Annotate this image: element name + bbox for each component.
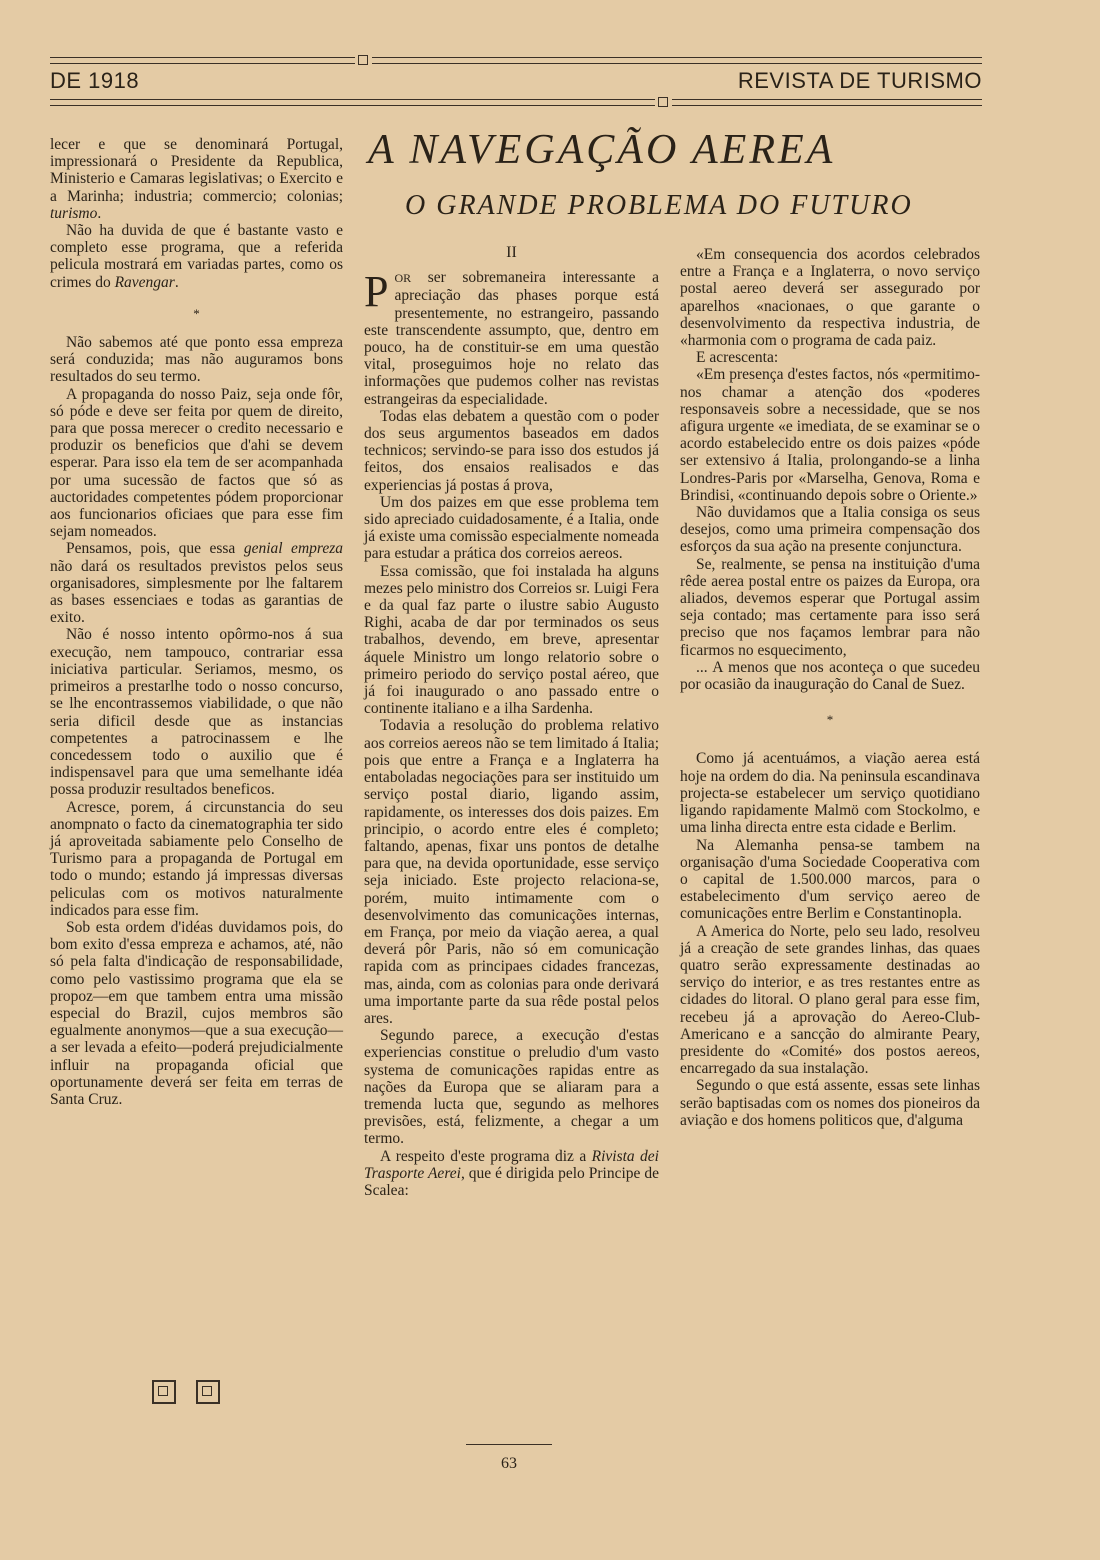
right-column: [680, 246, 980, 1129]
article-subtitle: O GRANDE PROBLEMA DO FUTURO: [405, 190, 913, 221]
right-paragraph-9: A America do Norte, pelo seu lado, resolveu já a creação de sete grandes linhas, das quaes quatro serão expressamente destinadas ao serviço do interior, e as tres restantes entre as cidades do litoral. O plano geral para esse fim, recebeu já a aprovação do Aereo-Club-Americano e a sancção do almirante Peary, presidente do «Comité» dos postos aereos, encarregado da sua instalação.: [680, 922, 980, 1078]
drop-cap: P: [364, 267, 389, 317]
middle-paragraph-6: Segundo parece, a execução d'estas experiencias constitue o preludio d'um vasto systema de comunicações rapidas entre as nações da Europa que se aliaram para a tremenda lucta que, segundo as melhores previsões, está, felizmente, a chegar a um termo.: [364, 1027, 659, 1148]
header-date: DE 1918: [50, 68, 140, 93]
header-magazine-title: REVISTA DE TURISMO: [737, 68, 982, 93]
section-asterisk: *: [193, 305, 200, 321]
section-number: II: [506, 244, 517, 261]
right-paragraph-1: «Em consequencia dos acordos celebrados entre a França e a Inglaterra, o novo serviço postal aereo deverá ser assegurado por aparelhos «nacionaes, o que garante o desenvolvimento da respectiva industria, de «harmonia com o programa de cada paiz.: [680, 246, 980, 350]
left-paragraph-8: Sob esta ordem d'idéas duvidamos pois, do bom exito d'essa empreza e achamos, até, não só pela falta d'indicação de responsabilidade, como pelo vastissimo programa que ela se propoz—em que tambem entra uma missão especial do Brazil, cujos membros são egualmente anonymos—que a sua execução—a ser levada a efeito—poderá prejudicialmente influir na propaganda oficial que oportunamente deverá ser feita em terras de Santa Cruz.: [50, 918, 343, 1108]
right-paragraph-5: Se, realmente, se pensa na instituição d'uma rêde aerea postal entre os paizes da Europa, ora aliados, devemos esperar que Portugal assim seja contado; mas certamente para isso será preciso que nos façamos lembrar para não ficarmos no esquecimento,: [680, 555, 980, 659]
middle-paragraph-3: Um dos paizes em que esse problema tem sido apreciado cuidadosamente, é a Italia, onde já existe uma comissão especialmente nomeada para estudar a prática dos correios aereos.: [364, 493, 659, 563]
top-rule-left: [50, 57, 355, 64]
ornament-square-bottom: [658, 97, 668, 107]
end-ornaments: [152, 1380, 220, 1404]
article-title: A NAVEGAÇÃO AEREA: [368, 127, 836, 173]
bottom-rule-left: [50, 99, 655, 106]
page-number-rule: [466, 1444, 552, 1445]
middle-paragraph-1: POR ser sobremaneira interessante a apreciação das phases porque está presentemente, no estrangeiro, passando este transcendente assumpto, que, dentro em pouco, ha de constituir-se em uma questão vital, proseguimos hoje no relato das informações que pudemos colher nas revistas estrangeiras da especialidade.: [364, 267, 659, 408]
ornament-square-icon: [196, 1380, 220, 1404]
right-paragraph-8: Na Alemanha pensa-se tambem na organisação d'uma Sociedade Cooperativa com o capital de 1.500.000 marcos, para o estabelecimento d'um serviço aereo de comunicações entre Berlim e Constantinopla.: [680, 836, 980, 923]
left-paragraph-2: Não ha duvida de que é bastante vasto e completo esse programa, que a referida pelicula mostrará em variadas partes, como os crimes do Ravengar.: [50, 222, 343, 291]
section-asterisk: *: [826, 712, 834, 728]
left-paragraph-6: Não é nosso intento opôrmo-nos á sua execução, nem tampouco, contrariar essa iniciativa particular. Seriamos, mesmo, os primeiros a prestarlhe todo o nosso concurso, se lhe encontrassemos viabilidade, o que não seria dificil desde que as instancias competentes a patrocinassem e lhe concedessem todo o auxilio que é indispensavel para que uma semelhante idéa possa produzir resultados beneficos.: [50, 626, 343, 799]
middle-paragraph-4: Essa comissão, que foi instalada ha alguns mezes pelo ministro dos Correios sr. Luigi Fera e da qual faz parte o ilustre sabio Augusto Righi, acaba de dar por terminados os seus trabalhos, devendo, em breve, apresentar áquele Ministro um longo relatorio sobre o primeiro periodo do serviço postal aéreo, que já foi inaugurado o ano passado entre o continente italiano e a ilha Sardenha.: [364, 562, 659, 718]
left-paragraph-7: Acresce, porem, á circunstancia do seu anompnato o facto da cinematographia ter sido já aproveitada sabiamente pelo Conselho de Turismo para a propaganda de Portugal em todo o mundo; estando já impressas diversas peliculas com os motivos naturalmente indicados para esse fim.: [50, 798, 343, 919]
top-rule-right: [372, 57, 982, 64]
right-paragraph-4: Não duvidamos que a Italia consiga os seus desejos, como uma primeira compensação dos esforços da sua ação na presente conjunctura.: [680, 504, 980, 556]
ornament-square-icon: [152, 1380, 176, 1404]
middle-paragraph-5: Todavia a resolução do problema relativo aos correios aereos não se tem limitado á Italia; pois que entre a França e a Inglaterra ha entaboladas negociações para ser instituido um serviço postal diario, ligando assim, rapidamente, os interesses dos dois paizes. Em principio, o acordo entre eles é completo; faltando, apenas, fixar uns pontos de detalhe para que, na devida oportunidade, esse serviço seja iniciado. Este projecto relaciona-se, porém, muito intimamente com o desenvolvimento das comunicações internas, em França, por meio da viação aerea, a qual deverá pôr Paris, não só em comunicação rapida com as principaes cidades francezas, mas, ainda, com as colonias para onde derivará uma importante parte da sua rêde postal pelos ares.: [364, 717, 659, 1027]
left-paragraph-1: lecer e que se denominará Portugal, impressionará o Presidente da Republica, Ministerio e Camaras legislativas; o Exercito e a Marinha; industria; commercio; colonias; turismo.: [50, 136, 343, 222]
left-paragraph-3: Não sabemos até que ponto essa empreza será conduzida; mas não auguramos bons resultados do seu termo.: [50, 334, 343, 386]
right-paragraph-6: ... A menos que nos aconteça o que sucedeu por ocasião da inauguração do Canal de Suez.: [680, 658, 980, 694]
right-paragraph-10: Segundo o que está assente, essas sete linhas serão baptisadas com os nomes dos pioneiros da aviação e dos homens politicos que, d'alguma: [680, 1077, 980, 1129]
middle-paragraph-2: Todas elas debatem a questão com o poder dos seus argumentos baseados em dados technicos; servindo-se para isso dos estudos já feitos, dos ensaios realisados e das experiencias já postas á prova,: [364, 407, 659, 494]
page-number: 63: [501, 1455, 517, 1472]
left-paragraph-5: Pensamos, pois, que essa genial empreza não dará os resultados previstos pelos seus organisadores, simplesmente por lhe faltarem as bases essenciaes e todas as garantias de exito.: [50, 540, 343, 627]
bottom-rule-right: [672, 99, 982, 106]
left-paragraph-4: A propaganda do nosso Paiz, seja onde fôr, só póde e deve ser feita por quem de direito, para que possa merecer o credito necessario e produzir os beneficios que d'ahi se devem esperar. Para isso ela tem de ser acompanhada por uma sucessão de factos que só as auctoridades competentes pódem proporcionar aos funcionarios oficiaes que para esse fim sejam nomeados.: [50, 385, 343, 541]
right-paragraph-3: «Em presença d'estes factos, nós «permitimo-nos chamar a atenção dos «poderes responsaveis sobre a necessidade, que se nos afigura urgente «e imediata, de se examinar se o acordo estabelecido entre os dois paizes «póde ser extensivo á Italia, prolongando-se a linha Londres-Paris por «Marselha, Genova, Roma e Brindisi, «continuando depois sobre o Oriente.»: [680, 366, 980, 504]
ornament-square-top: [358, 55, 368, 65]
middle-column: [364, 244, 659, 1199]
left-column: [50, 136, 343, 1108]
right-paragraph-2: E acrescenta:: [696, 349, 779, 367]
right-paragraph-7: Como já acentuámos, a viação aerea está hoje na ordem do dia. Na peninsula escandinava projecta-se estabelecer um serviço quotidiano ligando rapidamente Malmö com Stockolmo, e uma linha directa entre esta cidade e Berlim.: [680, 750, 980, 837]
middle-paragraph-7: A respeito d'este programa diz a Rivista dei Trasporte Aerei, que é dirigida pelo Principe de Scalea:: [364, 1147, 659, 1199]
